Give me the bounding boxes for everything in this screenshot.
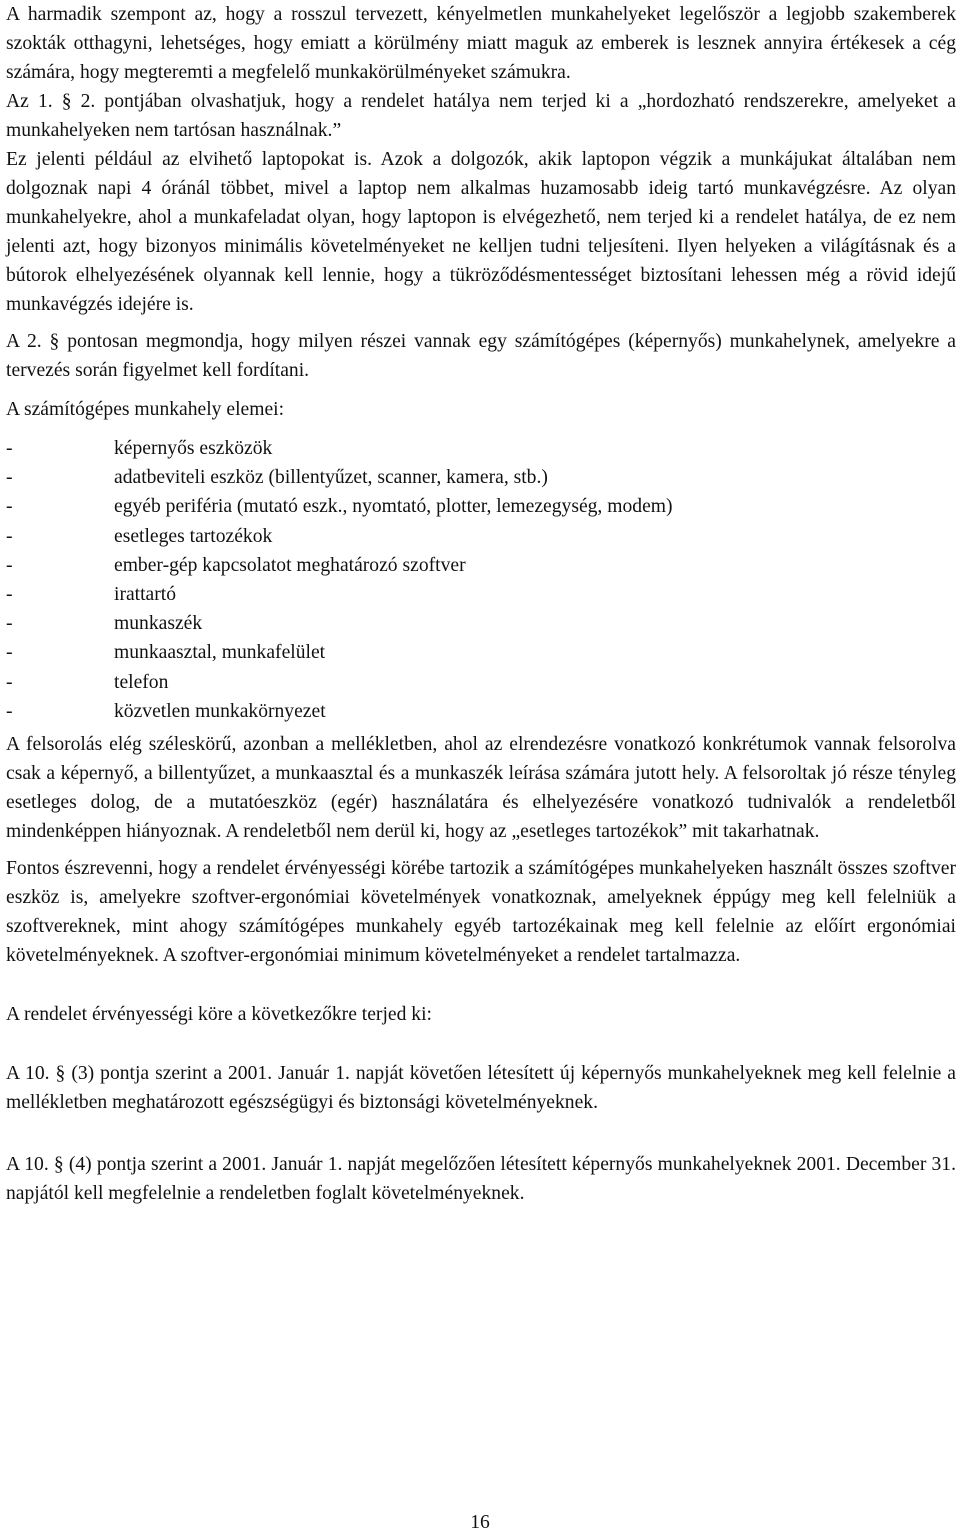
list-item-text: irattartó — [114, 584, 177, 606]
list-item — [6, 580, 956, 609]
page-number: 16 — [470, 1512, 490, 1533]
paragraph-laptops: Ez jelenti például az elvihető laptopokat is. Azok a dolgozók, akik laptopon végzik a munkájukat általában nem dolgoznak napi 4 óránál többet, mivel a laptop nem alkalmas huzamosabb ideig tartó munkavégzésre. Az olyan munkahelyekre, ahol a munkafeladat olyan, hogy laptopon is elvégezhető, nem terjed ki a rendelet hatálya, de ez nem jelenti azt, hogy bizonyos minimális követelményeket ne kelljen tudni teljesíteni. Ilyen helyeken a világításnak és a bútorok elhelyezésének olyannak kell lennie, hogy a tükröződésmentességet biztosítani lehessen még a rövid idejű munkavégzés idejére is. — [6, 149, 956, 315]
list-item-text: ember-gép kapcsolatot meghatározó szoftver — [114, 554, 466, 576]
list-item — [6, 609, 956, 638]
list-item-text: képernyős eszközök — [114, 438, 273, 459]
list-item-text: telefon — [114, 671, 169, 693]
list-dash: - — [6, 613, 13, 635]
list-item — [6, 697, 956, 726]
list-dash: - — [6, 496, 13, 518]
list-dash: - — [6, 700, 13, 722]
list-item — [6, 492, 956, 521]
list-dash: - — [6, 438, 13, 459]
list-dash: - — [6, 584, 13, 606]
paragraph-third-aspect: A harmadik szempont az, hogy a rosszul tervezett, kényelmetlen munkahelyeket legelőször a legjobb szakemberek szokták otthagyni, lehetséges, hogy emiatt a körülmény miatt maguk az emberek is lesznek annyira értékesek a cég számára, hogy megteremti a megfelelő munkakörülményeket számukra. — [6, 4, 956, 83]
list-dash: - — [6, 554, 13, 576]
list-dash: - — [6, 671, 13, 693]
list-item — [6, 668, 956, 697]
list-item — [6, 463, 956, 492]
paragraph-scope-heading: A rendelet érvényességi köre a következőkre terjed ki: — [6, 1004, 432, 1026]
list-item — [6, 551, 956, 580]
document-page — [6, 0, 956, 1208]
list-item — [6, 522, 956, 551]
list-dash: - — [6, 525, 13, 547]
list-item-text: esetleges tartozékok — [114, 525, 273, 547]
list-item-text: munkaasztal, munkafelület — [114, 642, 326, 664]
paragraph-section-2: A 2. § pontosan megmondja, hogy milyen részei vannak egy számítógépes (képernyős) munkahelynek, amelyekre a tervezés során figyelmet kell fordítani. — [6, 331, 956, 381]
list-item-text: adatbeviteli eszköz (billentyűzet, scanner, kamera, stb.) — [114, 467, 548, 489]
paragraph-software-ergonomics: Fontos észrevenni, hogy a rendelet érvényességi körébe tartozik a számítógépes munkahelyeken használt összes szoftver eszköz is, amelyekre szoftver-ergonómiai követelmények vonatkoznak, amelyeknek éppúgy meg kell felelniük a szoftvereknek, mint ahogy számítógépes munkahely egyéb tartozékainak meg kell felelnie az előírt ergonómiai követelményeknek. A szoftver-ergonómiai minimum követelményeket a rendelet tartalmazza. — [6, 858, 956, 967]
paragraph-workstation-elements-heading: A számítógépes munkahely elemei: — [6, 399, 285, 420]
list-dash: - — [6, 642, 13, 664]
paragraph-section-10-3: A 10. § (3) pontja szerint a 2001. Január 1. napját követően létesített új képernyős munkahelyeknek meg kell felelnie a mellékletben meghatározott egészségügyi és biztonsági követelményeknek. — [6, 1063, 956, 1114]
list-item-text: egyéb periféria (mutató eszk., nyomtató, plotter, lemezegység, modem) — [114, 496, 673, 518]
paragraph-list-comment: A felsorolás elég széleskörű, azonban a mellékletben, ahol az elrendezésre vonatkozó konkrétumok vannak felsorolva csak a képernyő, a billentyűzet, a munkaasztal és a munkaszék leírása számára jutott hely. A felsoroltak jó része tényleg esetleges dolog, de a mutatóeszköz (egér) használatára és elhelyezésére vonatkozó tudnivalók a rendeletből mindenképpen hiányoznak. A rendeletből nem derül ki, hogy az „esetleges tartozékok” mit takarhatnak. — [6, 734, 956, 843]
list-item-text: közvetlen munkakörnyezet — [114, 700, 326, 722]
list-dash: - — [6, 467, 13, 489]
list-item — [6, 638, 956, 667]
paragraph-section-10-4: A 10. § (4) pontja szerint a 2001. Január 1. napját megelőzően létesített képernyős munkahelyeknek 2001. December 31. napjától kell megfelelnie a rendeletben foglalt követelményeknek. — [6, 1154, 956, 1205]
list-item-text: munkaszék — [114, 613, 203, 635]
paragraph-scope-exclusion: Az 1. § 2. pontjában olvashatjuk, hogy a rendelet hatálya nem terjed ki a „hordozható rendszerekre, amelyeket a munkahelyeken nem tartósan használnak.” — [6, 91, 956, 141]
list-item — [6, 434, 956, 463]
workstation-elements-list — [6, 434, 956, 726]
